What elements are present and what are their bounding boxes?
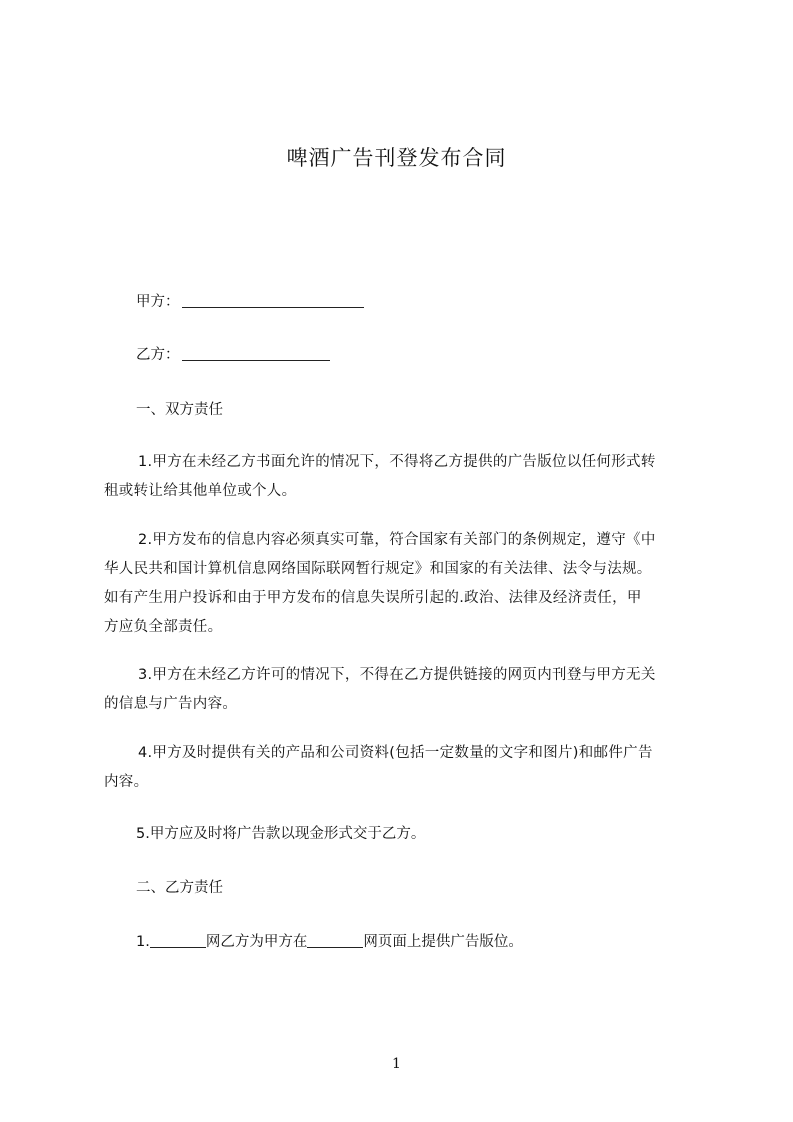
clause-1-1-line1: 1.甲方在未经乙方书面允许的情况下，不得将乙方提供的广告版位以任何形式转 [138, 454, 656, 470]
clause-1-3-line1: 3.甲方在未经乙方许可的情况下，不得在乙方提供链接的网页内刊登与甲方无关 [138, 667, 656, 683]
document-title: 啤酒广告刊登发布合同 [286, 146, 507, 170]
clause-1-5: 5.甲方应及时将广告款以现金形式交于乙方。 [136, 826, 426, 842]
clause-2-1-prefix: 1. [136, 934, 150, 950]
clause-2-1-mid: 网乙方为甲方在 [205, 934, 308, 950]
party-b-line [136, 345, 330, 365]
clause-2-1-suffix: 网页面上提供广告版位。 [363, 934, 523, 950]
clause-1-1 [104, 448, 702, 506]
clause-1-1-line2: 租或转让给其他单位或个人。 [104, 483, 297, 499]
clause-1-4-line2: 内容。 [104, 774, 149, 790]
clause-2-1-blank-2[interactable] [307, 933, 363, 948]
party-a-blank[interactable] [182, 293, 364, 308]
clause-1-2-line4: 方应负全部责任。 [104, 619, 223, 635]
party-a-label: 甲方： [136, 294, 180, 310]
clause-1-3-line2: 的信息与广告内容。 [104, 696, 238, 712]
clause-1-2-line1: 2.甲方发布的信息内容必须真实可靠，符合国家有关部门的条例规定，遵守《中 [138, 532, 656, 548]
party-b-label: 乙方： [136, 347, 180, 363]
party-b-blank[interactable] [182, 346, 330, 361]
clause-2-1-blank-1[interactable] [150, 933, 206, 948]
clause-1-2-line3: 如有产生用户投诉和由于甲方发布的信息失误所引起的.政治、法律及经济责任，甲 [104, 590, 642, 606]
clause-1-3 [104, 661, 702, 719]
clause-1-4-line1: 4.甲方及时提供有关的产品和公司资料(包括一定数量的文字和图片)和邮件广告 [138, 745, 653, 761]
party-a-line [136, 292, 364, 312]
clause-2-1 [136, 932, 523, 952]
section2-heading: 二、乙方责任 [136, 880, 223, 896]
section1-heading: 一、双方责任 [136, 402, 223, 418]
page-number: 1 [392, 1056, 401, 1072]
clause-1-2-line2: 华人民共和国计算机信息网络国际联网暂行规定》和国家的有关法律、法令与法规。 [104, 561, 652, 577]
clause-1-4 [104, 739, 702, 797]
clause-1-2 [104, 526, 702, 642]
